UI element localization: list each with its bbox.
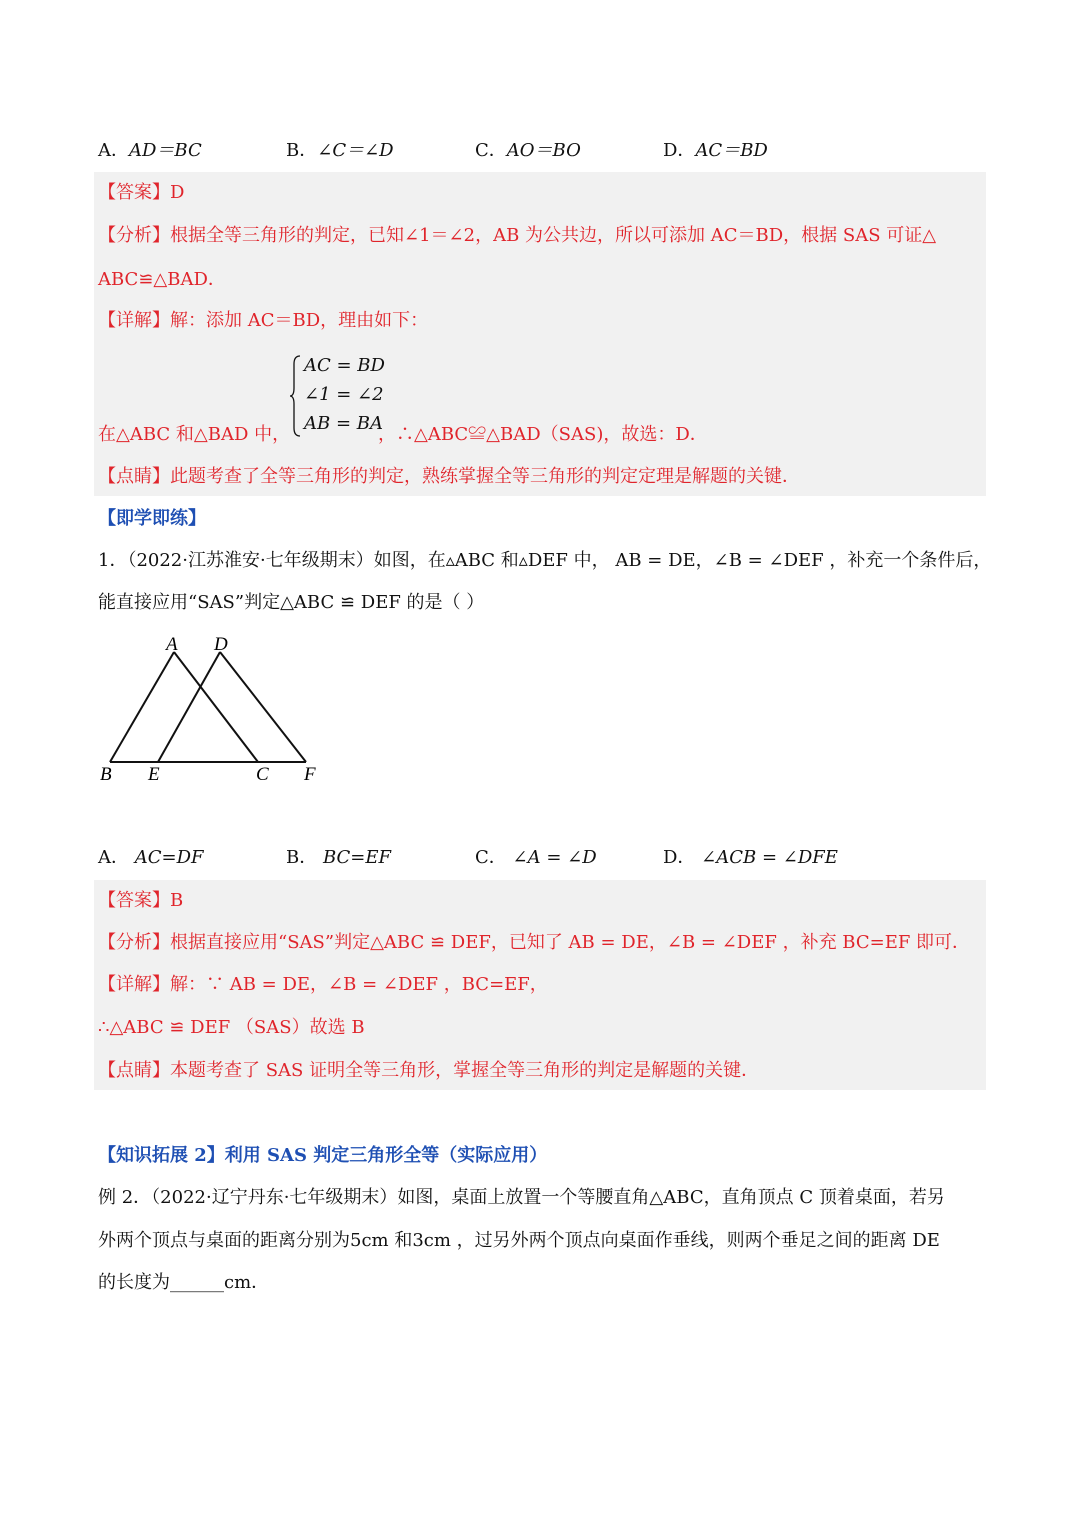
segment-ba [110, 652, 174, 762]
q0-option-c: C．AO＝BO [475, 140, 581, 161]
label-d: D [214, 634, 228, 655]
segment-df [220, 652, 306, 762]
q0-analysis-line1: 【分析】根据全等三角形的判定，已知∠1＝∠2，AB 为公共边，所以可添加 AC＝BD，根据 SAS 可证△ [98, 225, 937, 246]
q1-detail-line1: 【详解】解：∵ AB = DE，∠B = ∠DEF ，BC=EF， [98, 974, 548, 995]
q1-detail-line2: ∴△ABC ≌ DEF （SAS）故选 B [98, 1017, 365, 1038]
system-row-1: AC = BD [304, 355, 385, 376]
q0-option-a: A．AD＝BC [98, 140, 202, 161]
ex2-line1: 例 2．（2022·辽宁丹东·七年级期末）如图，桌面上放置一个等腰直角△ABC，直角顶点 C 顶着桌面，若另 [98, 1187, 945, 1208]
q1-answer: 【答案】B [98, 890, 184, 911]
q0-option-d: D．AC＝BD [663, 140, 768, 161]
left-brace-icon [288, 352, 304, 440]
q1-analysis: 【分析】根据直接应用“SAS”判定△ABC ≌ DEF，已知了 AB = DE，∠B = ∠DEF ，补充 BC=EF 即可． [98, 932, 971, 953]
q1-comment: 【点睛】本题考查了 SAS 证明全等三角形，掌握全等三角形的判定是解题的关键． [98, 1060, 760, 1081]
q0-detail-line2a: 在△ABC 和△BAD 中， [98, 424, 291, 445]
segment-ac [174, 652, 258, 762]
ex2-line3: 的长度为______cm． [98, 1272, 270, 1293]
q1-option-c: C． ∠A = ∠D [475, 847, 597, 868]
label-e: E [148, 764, 160, 785]
q0-answer: 【答案】D [98, 182, 185, 203]
q1-stem-line2: 能直接应用“SAS”判定△ABC ≌ DEF 的是（ ） [98, 592, 485, 613]
system-row-2: ∠1 = ∠2 [304, 384, 384, 405]
q0-detail-line1: 【详解】解：添加 AC＝BD，理由如下： [98, 310, 429, 331]
practice-heading: 【即学即练】 [98, 508, 206, 529]
ex2-line2: 外两个顶点与桌面的距离分别为5cm 和3cm ，过另外两个顶点向桌面作垂线，则两个垂足之间的距离 DE [98, 1230, 940, 1251]
q1-option-a: A． AC=DF [98, 847, 204, 868]
q0-comment: 【点睛】此题考查了全等三角形的判定，熟练掌握全等三角形的判定定理是解题的关键． [98, 466, 800, 487]
label-a: A [166, 634, 178, 655]
q1-option-d: D． ∠ACB = ∠DFE [663, 847, 838, 868]
q1-triangle-figure [96, 630, 336, 790]
segment-ed [158, 652, 220, 762]
q0-option-b: B．∠C＝∠D [286, 140, 394, 161]
q0-detail-line2b: ，∴△ABC≌△BAD（SAS)，故选：D． [378, 424, 708, 445]
q1-option-b: B． BC=EF [286, 847, 392, 868]
section-heading: 【知识拓展 2】利用 SAS 判定三角形全等（实际应用） [98, 1145, 548, 1166]
q1-stem-line1: 1．（2022·江苏淮安·七年级期末）如图，在▵ABC 和▵DEF 中， AB = DE，∠B = ∠DEF ，补充一个条件后， [98, 550, 992, 571]
label-b: B [100, 764, 112, 785]
label-f: F [304, 764, 316, 785]
label-c: C [256, 764, 269, 785]
q0-analysis-line2: ABC≌△BAD． [98, 269, 226, 290]
system-row-3: AB = BA [304, 413, 383, 434]
